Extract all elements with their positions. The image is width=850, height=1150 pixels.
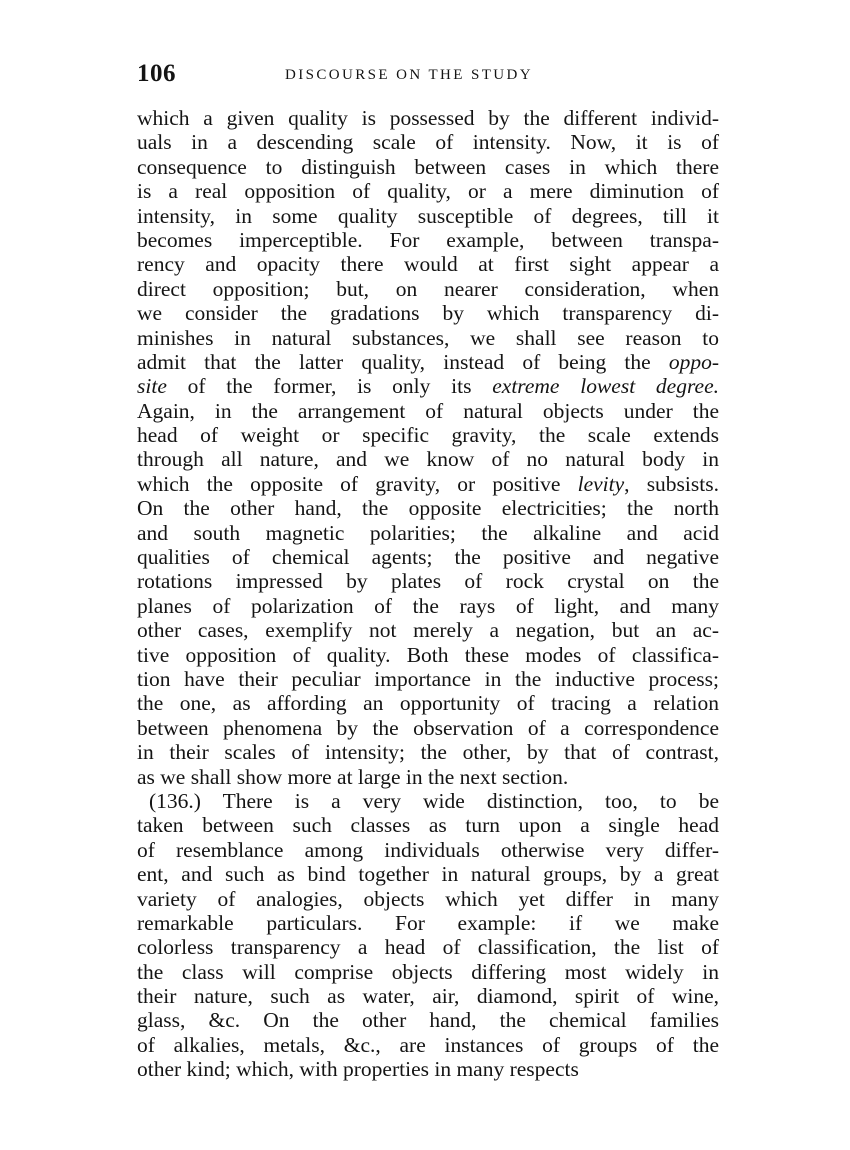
text-span: the class will comprise objects differing most widely in bbox=[137, 959, 719, 984]
text-line bbox=[137, 960, 719, 984]
italic-span: oppo- bbox=[668, 349, 719, 374]
text-span: taken between such classes as turn upon a single head bbox=[137, 813, 719, 838]
text-span: colorless transparency a head of classification, the list of bbox=[137, 935, 719, 960]
text-line bbox=[137, 301, 719, 325]
text-line bbox=[137, 106, 719, 130]
text-line bbox=[137, 423, 719, 447]
italic-span: levity bbox=[577, 471, 625, 496]
text-span: other kind; which, with properties in many respects bbox=[137, 1057, 579, 1082]
text-span: head of weight or specific gravity, the scale extends bbox=[137, 423, 719, 448]
text-line bbox=[137, 326, 719, 350]
text-line bbox=[137, 204, 719, 228]
text-span: is a real opposition of quality, or a mere diminution of bbox=[137, 179, 719, 204]
text-span: becomes imperceptible. For example, between transpa- bbox=[137, 227, 719, 252]
text-span: variety of analogies, objects which yet differ in many bbox=[137, 886, 719, 911]
text-line bbox=[137, 350, 719, 374]
text-line bbox=[137, 1008, 719, 1032]
text-span: other cases, exemplify not merely a negation, but an ac- bbox=[137, 618, 719, 643]
text-span: their nature, such as water, air, diamond, spirit of wine, bbox=[137, 984, 719, 1009]
text-line bbox=[137, 984, 719, 1008]
text-span: glass, &c. On the other hand, the chemical families bbox=[137, 1008, 719, 1033]
text-span: remarkable particulars. For example: if we make bbox=[137, 910, 719, 935]
text-span: of resemblance among individuals otherwise very differ- bbox=[137, 837, 719, 862]
text-line bbox=[137, 228, 719, 252]
text-line bbox=[137, 691, 719, 715]
text-line bbox=[137, 399, 719, 423]
text-span: (136.) There is a very wide distinction, too, to be bbox=[149, 788, 719, 813]
text-line bbox=[137, 569, 719, 593]
page-number: 106 bbox=[137, 60, 176, 87]
running-head bbox=[137, 60, 719, 90]
text-span: of the former, is only its bbox=[166, 374, 493, 399]
text-line bbox=[137, 1033, 719, 1057]
text-span: admit that the latter quality, instead of being the bbox=[137, 349, 669, 374]
text-line bbox=[137, 838, 719, 862]
running-title: DISCOURSE ON THE STUDY bbox=[285, 67, 533, 83]
text-span: On the other hand, the opposite electricities; the north bbox=[137, 496, 719, 521]
text-line bbox=[137, 277, 719, 301]
text-line bbox=[137, 130, 719, 154]
text-line bbox=[137, 1057, 719, 1081]
text-span: tive opposition of quality. Both these modes of classifica- bbox=[137, 642, 719, 667]
italic-span: extreme lowest degree. bbox=[492, 374, 720, 399]
text-span: minishes in natural substances, we shall see reason to bbox=[137, 325, 719, 350]
text-span: rency and opacity there would at first sight appear a bbox=[137, 252, 719, 277]
text-line bbox=[137, 155, 719, 179]
text-line bbox=[137, 545, 719, 569]
text-span: Again, in the arrangement of natural objects under the bbox=[137, 398, 719, 423]
text-span: qualities of chemical agents; the positive and negative bbox=[137, 545, 719, 570]
text-span: through all nature, and we know of no natural body in bbox=[137, 447, 719, 472]
text-line bbox=[137, 911, 719, 935]
text-span: direct opposition; but, on nearer consideration, when bbox=[137, 276, 719, 301]
text-line bbox=[137, 594, 719, 618]
text-span: which the opposite of gravity, or positive bbox=[137, 471, 578, 496]
text-line bbox=[137, 643, 719, 667]
text-span: rotations impressed by plates of rock crystal on the bbox=[137, 569, 719, 594]
text-line bbox=[137, 740, 719, 764]
text-line bbox=[137, 887, 719, 911]
italic-span: site bbox=[137, 374, 167, 399]
text-span: as we shall show more at large in the next section. bbox=[137, 764, 569, 789]
text-span: , subsists. bbox=[624, 471, 719, 496]
text-span: the one, as affording an opportunity of tracing a relation bbox=[137, 691, 719, 716]
text-span: uals in a descending scale of intensity. Now, it is of bbox=[137, 130, 719, 155]
text-span: intensity, in some quality susceptible of degrees, till it bbox=[137, 203, 719, 228]
text-span: we consider the gradations by which transparency di- bbox=[137, 301, 719, 326]
text-line bbox=[137, 862, 719, 886]
text-line bbox=[137, 813, 719, 837]
text-line bbox=[137, 618, 719, 642]
text-span: between phenomena by the observation of a correspondence bbox=[137, 715, 719, 740]
text-line bbox=[137, 472, 719, 496]
text-line bbox=[137, 374, 719, 398]
body-text bbox=[137, 106, 719, 1082]
text-line bbox=[137, 765, 719, 789]
text-line bbox=[137, 716, 719, 740]
text-line bbox=[137, 252, 719, 276]
text-span: which a given quality is possessed by the different individ- bbox=[137, 106, 719, 130]
text-line bbox=[137, 179, 719, 203]
text-line bbox=[137, 521, 719, 545]
text-span: planes of polarization of the rays of light, and many bbox=[137, 593, 719, 618]
text-line bbox=[137, 789, 719, 813]
text-span: in their scales of intensity; the other, by that of contrast, bbox=[137, 740, 719, 765]
text-line bbox=[137, 496, 719, 520]
text-line bbox=[137, 447, 719, 471]
text-span: consequence to distinguish between cases in which there bbox=[137, 154, 719, 179]
text-span: ent, and such as bind together in natural groups, by a great bbox=[137, 862, 719, 887]
text-span: of alkalies, metals, &c., are instances of groups of the bbox=[137, 1032, 719, 1057]
text-span: and south magnetic polarities; the alkaline and acid bbox=[137, 520, 719, 545]
text-span: tion have their peculiar importance in the inductive process; bbox=[137, 666, 719, 691]
text-line bbox=[137, 667, 719, 691]
text-line bbox=[137, 935, 719, 959]
